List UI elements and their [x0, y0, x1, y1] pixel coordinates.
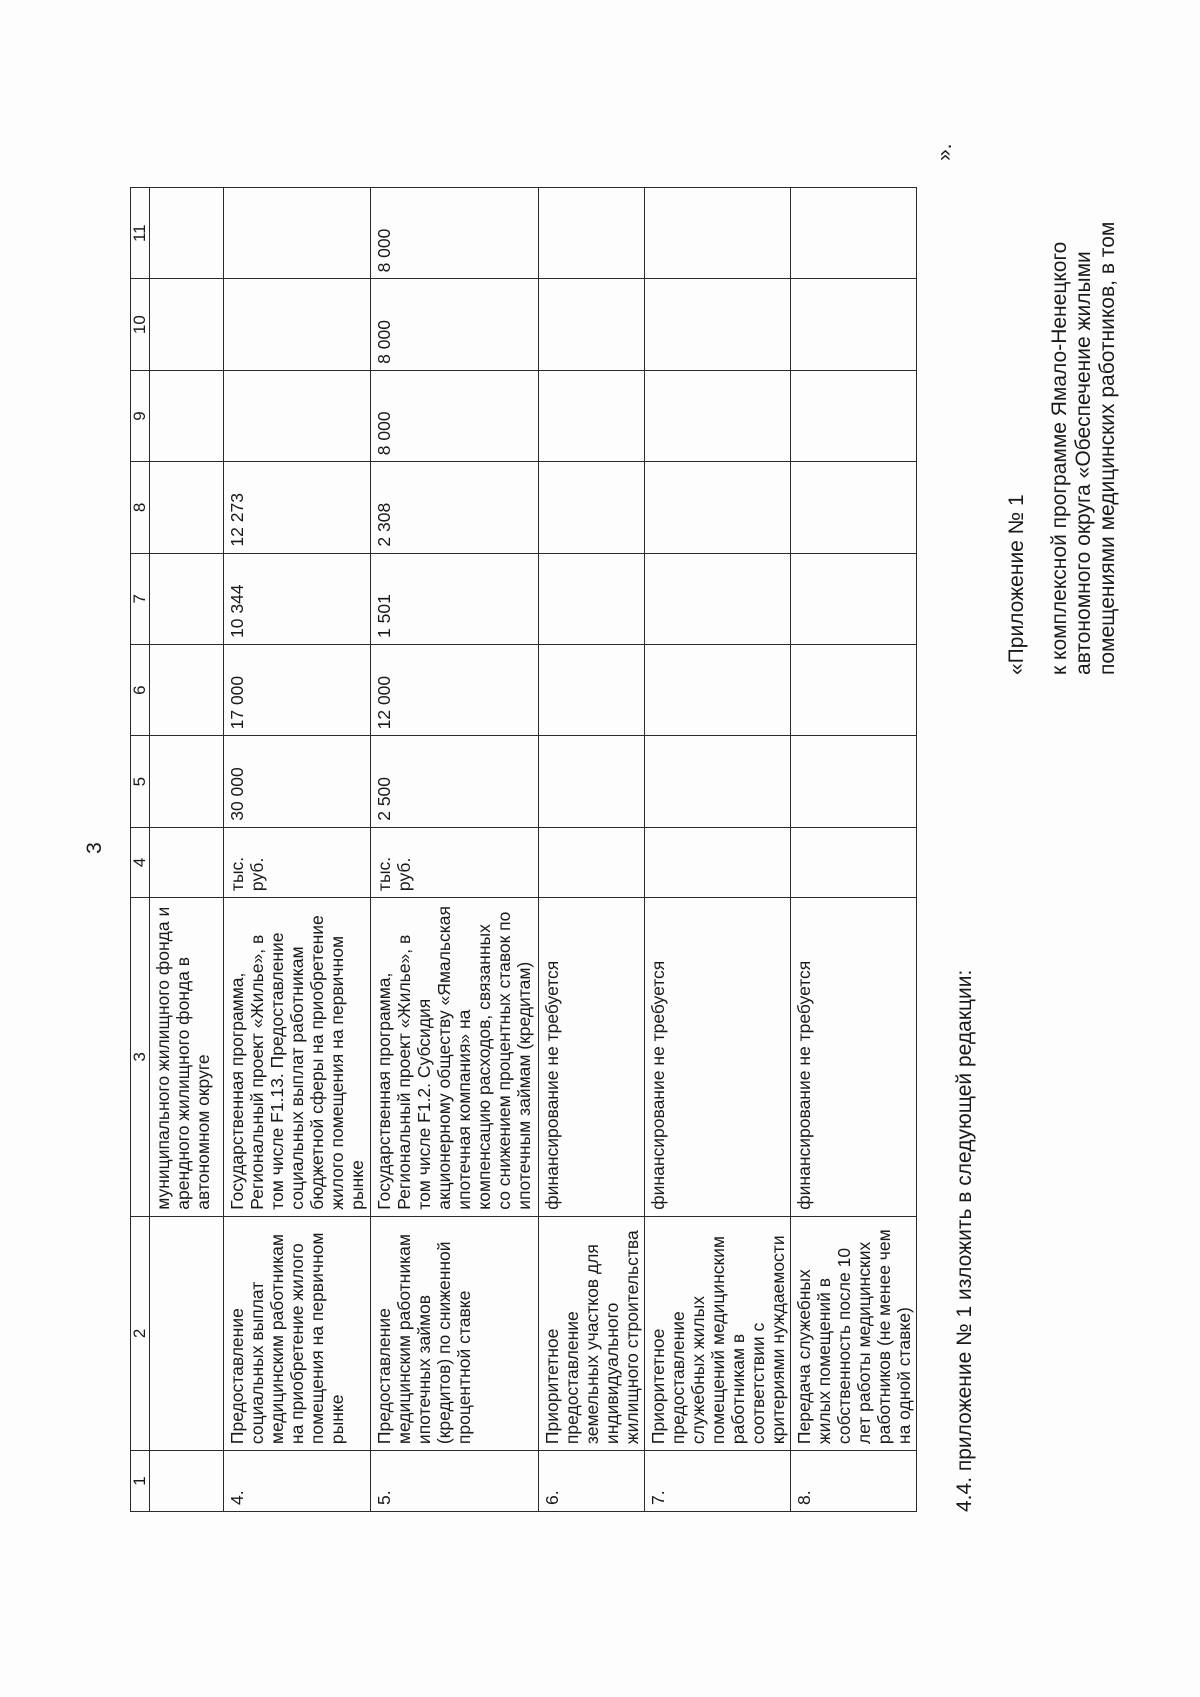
column-header-3: 3 — [131, 898, 150, 1217]
column-header-2: 2 — [131, 1216, 150, 1450]
value-cell: 12 273 — [224, 462, 371, 553]
row-number-cell: 8. — [791, 1451, 917, 1512]
row-number-cell: 7. — [645, 1451, 791, 1512]
value-cell: 8 000 — [371, 370, 539, 461]
program-table — [130, 187, 917, 1512]
funding-source-cell: муниципального жилищного фонда и арендного жилищного фонда в автономном округе — [150, 898, 224, 1217]
measure-cell — [150, 1216, 224, 1450]
column-header-1: 1 — [131, 1451, 150, 1512]
column-header-9: 9 — [131, 370, 150, 461]
value-cell — [645, 188, 791, 279]
column-header-6: 6 — [131, 644, 150, 735]
value-cell — [791, 188, 917, 279]
funding-source-cell: финансирование не требуется — [645, 898, 791, 1217]
value-cell: 30 000 — [224, 736, 371, 827]
column-header-4: 4 — [131, 827, 150, 897]
value-cell — [645, 644, 791, 735]
appendix-subtitle-line: помещениями медицинских работников, в том — [1096, 221, 1119, 675]
appendix-subtitle — [1048, 0, 1120, 675]
value-cell — [224, 370, 371, 461]
value-cell — [539, 188, 645, 279]
unit-cell — [539, 827, 645, 897]
table-row — [645, 188, 791, 1512]
row-number-cell: 6. — [539, 1451, 645, 1512]
table-row — [539, 188, 645, 1512]
value-cell: 1 501 — [371, 553, 539, 644]
value-cell: 12 000 — [371, 644, 539, 735]
funding-source-cell: финансирование не требуется — [539, 898, 645, 1217]
value-cell — [645, 553, 791, 644]
appendix-title: «Приложение № 1 — [1005, 494, 1028, 675]
value-cell — [645, 736, 791, 827]
row-number-cell: 5. — [371, 1451, 539, 1512]
funding-source-cell: Государственная программа, Региональный проект «Жилье», в том числе F1.2. Субсидия акционерному обществу «Ямальская ипотечная компания» на компенсацию расходов, связанных со снижением процентных ставок по ипотечным займам (кредитам) — [371, 898, 539, 1217]
value-cell — [150, 553, 224, 644]
unit-cell — [791, 827, 917, 897]
value-cell — [539, 644, 645, 735]
value-cell — [539, 553, 645, 644]
measure-cell: Предоставление социальных выплат медицинским работникам на приобретение жилого помещения на первичном рынке — [224, 1216, 371, 1450]
value-cell — [224, 279, 371, 370]
measure-cell: Приоритетное предоставление служебных жилых помещений медицинским работникам в соответствии с критериями нуждаемости — [645, 1216, 791, 1450]
value-cell — [150, 462, 224, 553]
value-cell — [150, 279, 224, 370]
value-cell: 2 500 — [371, 736, 539, 827]
row-number-cell — [150, 1451, 224, 1512]
table-row — [224, 188, 371, 1512]
value-cell — [791, 279, 917, 370]
page-number: 3 — [83, 842, 106, 854]
value-cell — [791, 736, 917, 827]
column-header-5: 5 — [131, 736, 150, 827]
value-cell — [539, 370, 645, 461]
value-cell — [645, 462, 791, 553]
value-cell — [791, 370, 917, 461]
value-cell — [791, 553, 917, 644]
table-row — [150, 188, 224, 1512]
unit-cell — [645, 827, 791, 897]
table-row — [791, 188, 917, 1512]
funding-source-cell: Государственная программа, Региональный проект «Жилье», в том числе F1.13. Предоставление социальных выплат работникам бюджетной сферы на приобретение жилого помещения на первичном рынке — [224, 898, 371, 1217]
appendix-subtitle-line: автономного округа «Обеспечение жилыми — [1072, 251, 1095, 675]
value-cell: 8 000 — [371, 188, 539, 279]
value-cell — [150, 644, 224, 735]
measure-cell: Приоритетное предоставление земельных участков для индивидуального жилищного строительства — [539, 1216, 645, 1450]
table-header-row — [131, 188, 150, 1512]
value-cell — [224, 188, 371, 279]
value-cell: 2 308 — [371, 462, 539, 553]
column-header-7: 7 — [131, 553, 150, 644]
value-cell — [539, 279, 645, 370]
unit-cell — [150, 827, 224, 897]
value-cell — [539, 736, 645, 827]
value-cell — [150, 188, 224, 279]
measure-cell: Передача служебных жилых помещений в собственность после 10 лет работы медицинских работников (не менее чем на одной ставке) — [791, 1216, 917, 1450]
closing-quote: ». — [933, 143, 956, 161]
unit-cell: тыс. руб. — [371, 827, 539, 897]
value-cell — [150, 370, 224, 461]
table-row — [371, 188, 539, 1512]
appendix-subtitle-line: к комплексной программе Ямало-Ненецкого — [1048, 241, 1071, 675]
measure-cell: Предоставление медицинским работникам ипотечных займов (кредитов) по сниженной процентной ставке — [371, 1216, 539, 1450]
column-header-11: 11 — [131, 188, 150, 279]
value-cell: 10 344 — [224, 553, 371, 644]
column-header-8: 8 — [131, 462, 150, 553]
value-cell — [645, 370, 791, 461]
value-cell — [645, 279, 791, 370]
row-number-cell: 4. — [224, 1451, 371, 1512]
value-cell — [150, 736, 224, 827]
value-cell — [791, 462, 917, 553]
value-cell: 17 000 — [224, 644, 371, 735]
unit-cell: тыс. руб. — [224, 827, 371, 897]
funding-source-cell: финансирование не требуется — [791, 898, 917, 1217]
column-header-10: 10 — [131, 279, 150, 370]
value-cell: 8 000 — [371, 279, 539, 370]
value-cell — [539, 462, 645, 553]
value-cell — [791, 644, 917, 735]
amendment-paragraph: 4.4. приложение № 1 изложить в следующей редакции: — [953, 969, 976, 1512]
